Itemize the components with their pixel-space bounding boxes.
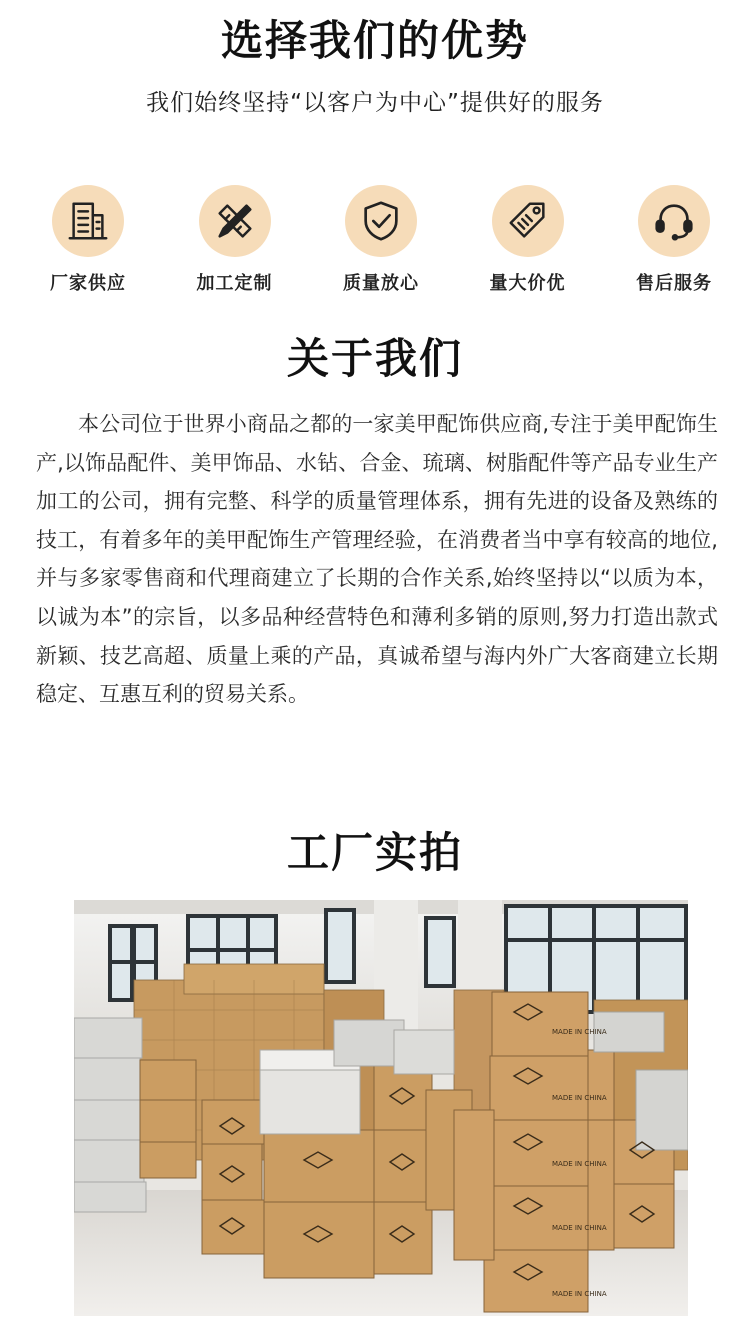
headset-icon xyxy=(638,185,710,257)
feature-item-factory-supply xyxy=(28,185,148,295)
feature-item-bulk-price xyxy=(468,185,588,295)
building-icon xyxy=(52,185,124,257)
box-print-text: MADE IN CHINA xyxy=(552,1028,607,1036)
factory-title: 工厂实拍 xyxy=(286,828,463,877)
page-title: 选择我们的优势 xyxy=(220,16,529,65)
factory-photo-illustration xyxy=(74,900,688,1316)
feature-item-custom-processing xyxy=(175,185,295,295)
about-description: 本公司位于世界小商品之都的一家美甲配饰供应商,专注于美甲配饰生产,以饰品配件、美甲饰品、水钻、合金、琉璃、树脂配件等产品专业生产加工的公司，拥有完整、科学的质量管理体系，拥有先进的设备及熟练的技工，有着多年的美甲配饰生产管理经验，在消费者当中享有较高的地位,并与多家零售商和代理商建立了长期的合作关系,始终坚持以“以质为本，以诚为本”的宗旨，以多品种经营特色和薄利多销的原则,努力打造出款式新颖、技艺高超、质量上乘的产品，真诚希望与海内外广大客商建立长期稳定、互惠互利的贸易关系。 xyxy=(36,412,718,707)
box-print-text: MADE IN CHINA xyxy=(552,1160,607,1168)
feature-label: 售后服务 xyxy=(636,273,712,294)
shield-check-icon xyxy=(345,185,417,257)
pencil-ruler-icon xyxy=(199,185,271,257)
feature-item-quality xyxy=(321,185,441,295)
box-print-text: MADE IN CHINA xyxy=(552,1094,607,1102)
feature-item-after-sales xyxy=(614,185,734,295)
box-print-text: MADE IN CHINA xyxy=(552,1290,607,1298)
feature-label: 质量放心 xyxy=(343,273,419,294)
feature-label: 厂家供应 xyxy=(50,273,126,294)
page-subtitle: 我们始终坚持“以客户为中心”提供好的服务 xyxy=(146,90,604,116)
factory-photo xyxy=(74,900,688,1316)
feature-label: 量大价优 xyxy=(489,273,566,294)
feature-label: 加工定制 xyxy=(196,273,273,294)
price-tag-icon xyxy=(492,185,564,257)
feature-list xyxy=(28,185,734,295)
box-print-text: MADE IN CHINA xyxy=(552,1224,607,1232)
about-title: 关于我们 xyxy=(286,334,463,383)
